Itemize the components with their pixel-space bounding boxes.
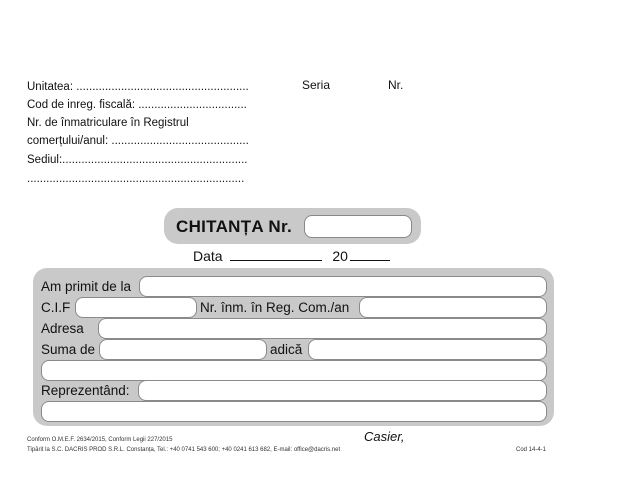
cif-label: C.I.F <box>41 300 71 315</box>
sediul-line: Sediul:.......................................................... <box>27 154 248 166</box>
title-box <box>164 208 421 244</box>
title-text <box>176 217 292 237</box>
unitatea-line: Unitatea: ...................................................... <box>27 81 249 93</box>
adica-field[interactable] <box>308 339 547 360</box>
reprezentand-field[interactable] <box>138 380 547 401</box>
extra-line: .................................................................... <box>27 173 245 185</box>
comertului-line: comerțului/anul: ........................................... <box>27 135 249 147</box>
year-prefix: 20 <box>332 248 348 264</box>
form-box <box>33 268 554 426</box>
data-label: Data <box>193 248 223 264</box>
date-field[interactable] <box>230 248 322 261</box>
cif-field[interactable] <box>75 297 197 318</box>
adresa-field[interactable] <box>98 318 547 339</box>
footer-line1: Conform O.M.E.F. 2634/2015, Conform Legii 227/2015 <box>27 437 173 443</box>
nr-inm-label: Nr. înm. în Reg. Com./an <box>200 300 350 315</box>
year-field[interactable] <box>350 248 390 261</box>
chitanta-title: CHITANȚA <box>176 217 264 236</box>
adica-label: adică <box>270 342 303 357</box>
suma-field[interactable] <box>99 339 267 360</box>
cod-inreg-line: Cod de inreg. fiscală: .................................. <box>27 99 247 111</box>
suma-label: Suma de <box>41 342 96 357</box>
adresa-label: Adresa <box>41 321 84 336</box>
am-primit-label: Am primit de la <box>41 279 132 294</box>
cod-label: Cod 14-4-1 <box>516 447 547 453</box>
blank-line-field[interactable] <box>41 360 547 381</box>
nr-inmatriculare-line: Nr. de înmatriculare în Registrul <box>27 117 189 129</box>
am-primit-field[interactable] <box>139 276 547 297</box>
reprezentand-extra-field[interactable] <box>41 401 547 422</box>
nr-label: Nr. <box>388 78 404 92</box>
title-nr-label: Nr. <box>268 217 292 236</box>
footer-line2: Tipărit la S.C. DACRIS PROD S.R.L. Constanța, Tel.: +40 0741 543 600; +40 0241 613 682, E-mail: office@dacris.net <box>27 447 341 453</box>
casier-label: Casier, <box>364 429 405 444</box>
receipt-number-field[interactable] <box>304 215 412 238</box>
date-row <box>193 248 390 264</box>
reprezentand-label: Reprezentând: <box>41 383 130 398</box>
nr-inm-field[interactable] <box>359 297 547 318</box>
seria-label: Seria <box>302 78 331 92</box>
